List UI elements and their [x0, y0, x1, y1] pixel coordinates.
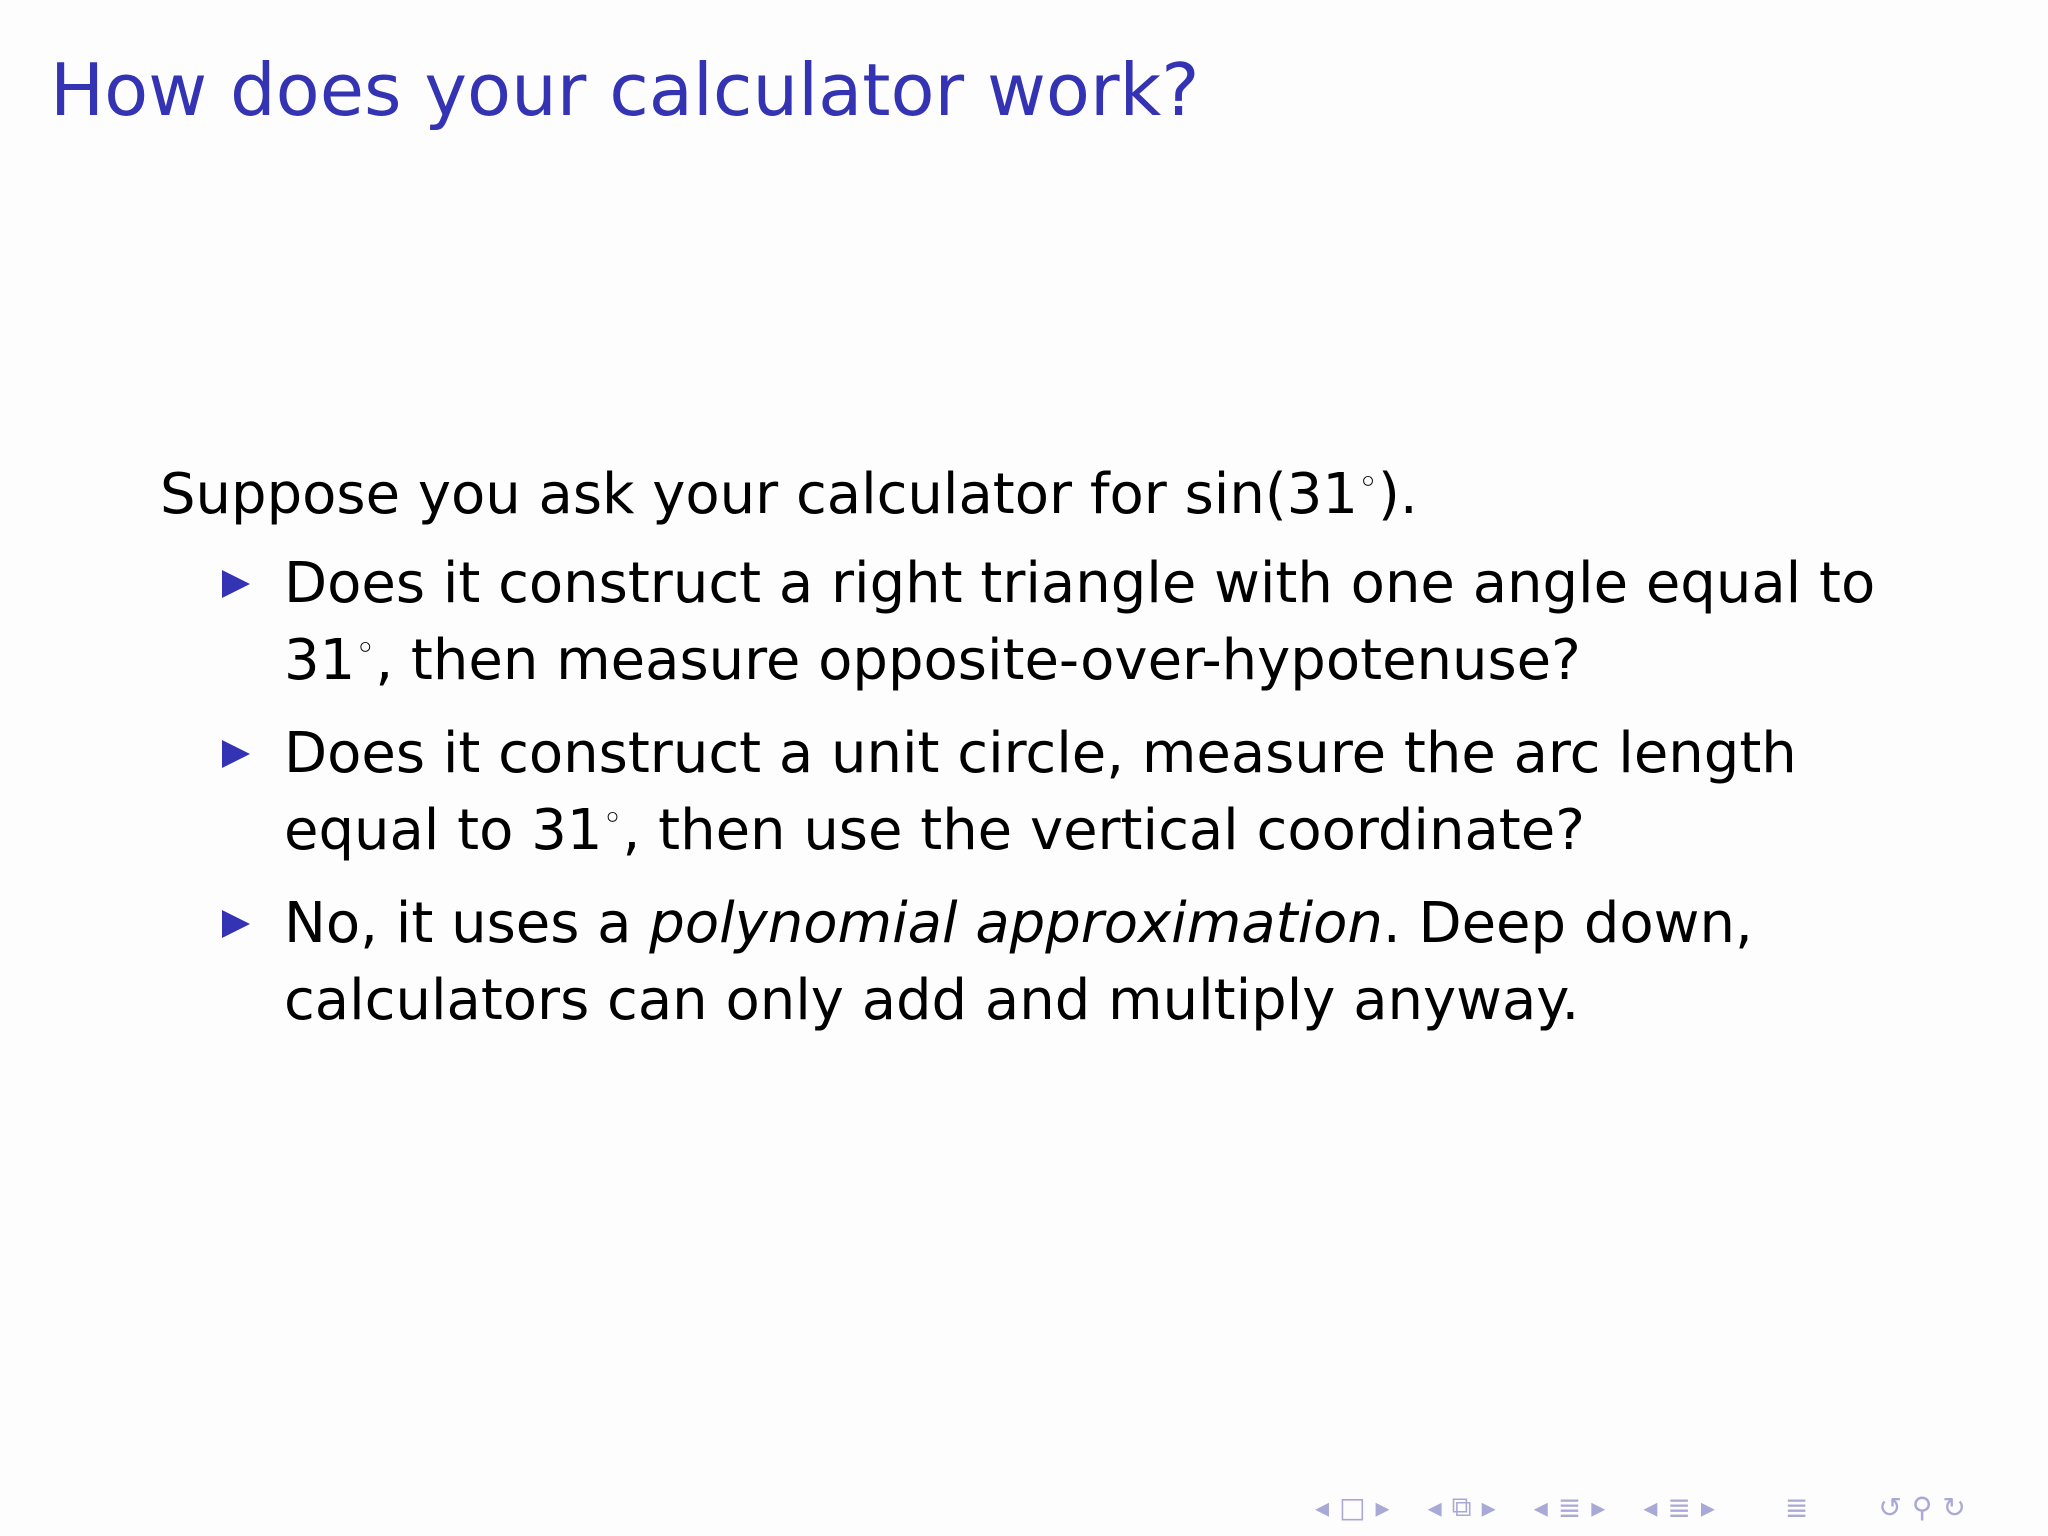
nav-forward-icon[interactable]: ↻	[1942, 1490, 1966, 1524]
bullet-text-pre: Does it construct a unit circle, measure the arc length equal to 31	[284, 721, 1797, 863]
bullet-list	[160, 545, 1920, 1039]
degree-symbol: ◦	[602, 798, 623, 839]
nav-toc-icon[interactable]: ≣	[1784, 1490, 1809, 1524]
nav-doc-icon[interactable]: ≣	[1667, 1490, 1691, 1524]
bullet-text-post: , then use the vertical coordinate?	[622, 798, 1585, 863]
list-item	[160, 545, 1920, 699]
nav-subsection-icon[interactable]: ⧉	[1451, 1490, 1472, 1523]
bullet-text-post: , then measure opposite-over-hypotenuse?	[375, 628, 1581, 693]
nav-prev-section-icon[interactable]: ◂	[1533, 1490, 1548, 1524]
nav-prev-subsection-icon[interactable]: ◂	[1427, 1490, 1442, 1524]
intro-post: ).	[1378, 462, 1418, 527]
nav-section-icon[interactable]: ≣	[1557, 1490, 1582, 1524]
list-item	[160, 715, 1920, 869]
bullet-text-pre: No, it uses a	[284, 891, 650, 956]
intro-pre: Suppose you ask your calculator for sin(31	[160, 462, 1358, 527]
degree-symbol: ◦	[355, 628, 376, 669]
list-item	[160, 885, 1920, 1039]
bullet-triangle-icon	[222, 570, 250, 598]
nav-next-section-icon[interactable]: ▸	[1591, 1490, 1606, 1524]
degree-symbol: ◦	[1357, 462, 1379, 503]
bullet-triangle-icon	[222, 910, 250, 938]
bullet-text-pre: Does it construct a right triangle with one angle equal to 31	[284, 551, 1876, 693]
nav-next-subsection-icon[interactable]: ▸	[1481, 1490, 1496, 1524]
slide-title: How does your calculator work?	[50, 48, 1200, 132]
nav-frame-icon[interactable]: □	[1339, 1490, 1366, 1524]
nav-search-icon[interactable]: ⚲	[1911, 1490, 1933, 1524]
beamer-navigation-bar	[1315, 1490, 1976, 1524]
emphasis-text: polynomial approximation	[649, 891, 1383, 956]
nav-prev-doc-icon[interactable]: ◂	[1643, 1490, 1658, 1524]
nav-prev-frame-icon[interactable]: ◂	[1315, 1490, 1330, 1524]
nav-next-frame-icon[interactable]: ▸	[1375, 1490, 1390, 1524]
bullet-triangle-icon	[222, 740, 250, 768]
bullet-text-post: . Deep down, calculators can only add and multiply anyway.	[284, 891, 1753, 1033]
nav-back-icon[interactable]: ↺	[1878, 1490, 1902, 1524]
intro-text	[160, 455, 1920, 535]
slide-body	[160, 455, 1920, 1055]
nav-next-doc-icon[interactable]: ▸	[1700, 1490, 1715, 1524]
